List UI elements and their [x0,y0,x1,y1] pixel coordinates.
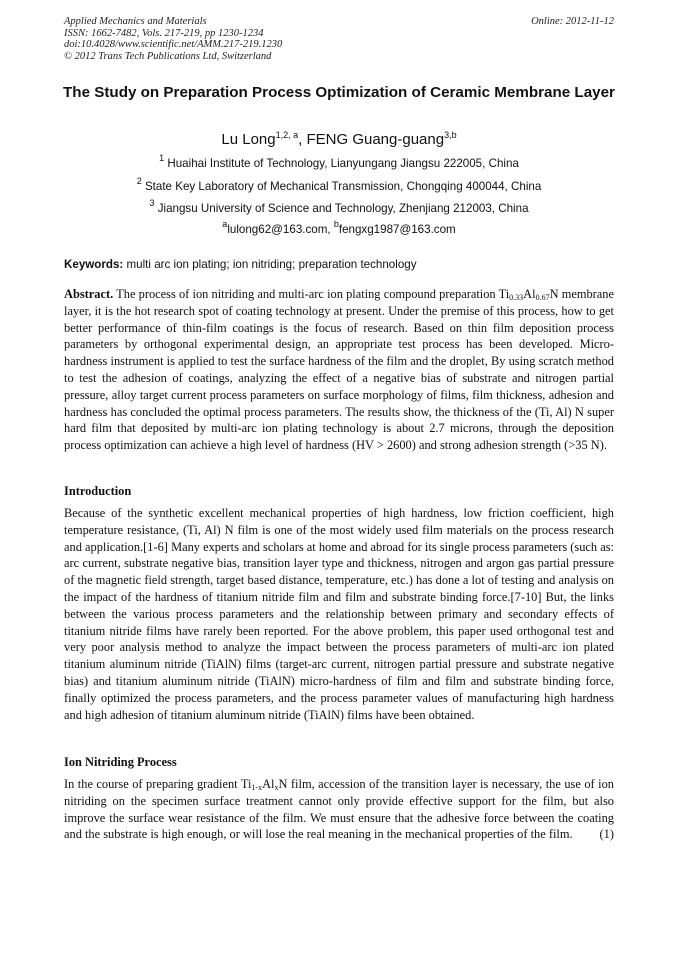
paper-title: The Study on Preparation Process Optimization of Ceramic Membrane Layer [63,84,615,101]
body-text: Al [262,777,275,791]
formula-subscript: 1-x [251,783,263,792]
author-line [0,131,678,148]
formula-subscript: 0.67 [535,293,550,302]
abstract-label: Abstract. [64,287,114,301]
affiliation [0,176,678,193]
affiliation-number: 3 [149,198,155,208]
author-name: FENG Guang-guang [306,131,445,148]
author-affil-sup: 1,2, a [275,130,299,140]
affiliation [0,153,678,170]
issn-line: ISSN: 1662-7482, Vols. 217-219, pp 1230-1234 [64,27,264,39]
introduction-body: Because of the synthetic excellent mechanical properties of high hardness, low friction coefficient, high temperature resistance, (Ti, Al) N film is one of the most widely used film materials on the process research and application.[1-6] Many experts and scholars at home and abroad for its single process parameters (such as: arc current, substrate negative bias, transition layer type and thickness, nitrogen and argon gas partial pressure of the magnetic field strength, target based distance, temperature, etc.) has done a lot of testing and analysis on the impact of the hardness of titanium nitride film and film and substrate binding force.[7-10] But, the links between the various process parameters and the relationship between primary and secondary effects of titanium nitride films have rarely been reported. For the above problem, this paper used orthogonal test and very poor analysis method to analyze the impact between the process parameters of multi-arc ion plated titanium aluminum nitride (TiAlN) films (target-arc current, nitrogen partial pressure and substrate negative bias) and titanium aluminum nitride (TiAlN) micro-hardness of film and film and substrate binding force, finally optimized the process parameters, and the process parameter values of manufacturing high hardness and high adhesion of titanium aluminum nitride (TiAlN) films have been obtained. [64,506,614,722]
affiliation-number: 1 [159,153,165,163]
email-line [0,219,678,236]
author-affil-sup: 3,b [444,130,457,140]
keywords-label: Keywords: [64,258,124,271]
doi-line: doi:10.4028/www.scientific.net/AMM.217-219.1230 [64,39,283,50]
abstract-text: The process of ion nitriding and multi-arc ion plating compound preparation Ti [113,287,510,301]
page-header [64,16,614,62]
journal-name: Applied Mechanics and Materials [64,16,207,27]
affiliation-text: Huaihai Institute of Technology, Lianyungang Jiangsu 222005, China [167,157,519,170]
abstract-text: Al [523,287,536,301]
formula-subscript: 0.33 [509,293,524,302]
section-heading-introduction: Introduction [64,484,132,498]
author-name: Lu Long [221,131,276,148]
email-sup: b [333,219,339,229]
affiliation-text: State Key Laboratory of Mechanical Transmission, Chongqing 400044, China [144,180,542,193]
affiliation-text: Jiangsu University of Science and Technology, Zhenjiang 212003, China [157,202,529,215]
formula-subscript: x [274,783,279,792]
email-sup: a [222,219,228,229]
copyright-line: © 2012 Trans Tech Publications Ltd, Switzerland [64,50,272,62]
equation-number: (1) [599,827,614,842]
ion-nitriding-body [64,776,614,843]
abstract-text: N membrane layer, it is the hot research spot of coating technology at present. Under the premise of this process, how to get better performance of thin-film coatings is the focus of research. Based on thin film deposition process parameters by orthogonal experimental design, an appropriate test process has been developed. Micro-hardness instrument is applied to test the surface hardness of the film and the droplet, By using scratch method to test the adhesion of coatings, analyzing the effect of a negative bias of substrate and nitrogen partial pressure, alloy target current process parameters on surface morphology of films, film thickness, adhesion and hardness has concluded the optimal process parameters. The results show, the thickness of the (Ti, Al) N super hard film that deposited by multi-arc ion plating technology is about 2.7 microns, through the deposition process optimization can achieve a high level of hardness (HV > 2600) and strong adhesion strength (>35 N). [64,287,614,453]
affiliation [0,198,678,215]
body-text: N film, accession of the transition layer is necessary, the use of ion nitriding on the specimen surface treatment cannot only provide effective support for the film, but also improve the surface wear resistance of the film. We must ensure that the adhesive force between the coating and the substrate is high enough, or will lose the real meaning in the mechanical properties of the film. [64,777,614,842]
keywords-text: multi arc ion plating; ion nitriding; preparation technology [123,258,417,271]
section-heading-ion-nitriding: Ion Nitriding Process [64,755,177,769]
body-text: In the course of preparing gradient Ti [64,777,252,791]
affiliation-number: 2 [136,176,142,186]
keywords [64,258,614,271]
online-date: Online: 2012-11-12 [531,16,614,27]
author-separator: , [298,131,307,148]
email-a: lulong62@163.com, [227,223,334,236]
email-b: fengxg1987@163.com [338,223,456,236]
abstract [64,286,614,454]
